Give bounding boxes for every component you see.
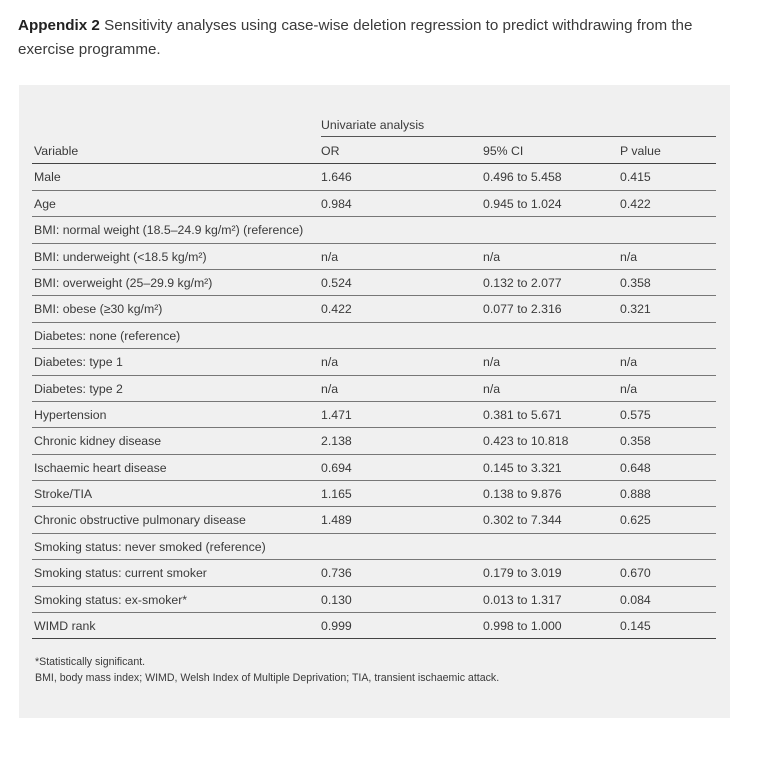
cell-variable: Age bbox=[34, 196, 56, 211]
cell-ci: 0.381 to 5.671 bbox=[483, 407, 562, 422]
header-p-value: P value bbox=[620, 144, 661, 158]
cell-p-value: n/a bbox=[620, 355, 638, 370]
cell-ci: 0.496 to 5.458 bbox=[483, 170, 562, 185]
cell-ci: 0.138 to 9.876 bbox=[483, 487, 562, 502]
cell-variable: BMI: underweight (<18.5 kg/m²) bbox=[34, 249, 207, 264]
cell-p-value: 0.321 bbox=[620, 302, 651, 317]
cell-p-value: 0.358 bbox=[620, 434, 651, 449]
cell-variable: Diabetes: type 2 bbox=[34, 381, 123, 396]
table-row bbox=[32, 349, 716, 375]
cell-p-value: 0.888 bbox=[620, 487, 651, 502]
table-row bbox=[32, 481, 716, 507]
cell-variable: Chronic kidney disease bbox=[34, 434, 162, 449]
table-row bbox=[32, 455, 716, 481]
cell-variable: BMI: overweight (25–29.9 kg/m²) bbox=[34, 275, 213, 290]
cell-or: n/a bbox=[321, 355, 339, 370]
cell-variable: Smoking status: never smoked (reference) bbox=[34, 539, 266, 554]
cell-or: 1.646 bbox=[321, 170, 352, 185]
cell-ci: 0.998 to 1.000 bbox=[483, 619, 562, 634]
footnote-abbreviations: BMI, body mass index; WIMD, Welsh Index of Multiple Deprivation; TIA, transient ischaemic attack. bbox=[35, 672, 500, 684]
cell-ci: 0.423 to 10.818 bbox=[483, 434, 569, 449]
cell-or: n/a bbox=[321, 249, 339, 264]
header-ci: 95% CI bbox=[483, 144, 524, 158]
table-row bbox=[32, 191, 716, 217]
cell-variable: Stroke/TIA bbox=[34, 487, 93, 502]
table-row bbox=[32, 587, 716, 613]
cell-ci: n/a bbox=[483, 381, 501, 396]
cell-p-value: 0.670 bbox=[620, 566, 651, 581]
table-row bbox=[32, 376, 716, 402]
cell-variable: Smoking status: current smoker bbox=[34, 566, 207, 581]
cell-p-value: 0.575 bbox=[620, 407, 651, 422]
cell-or: 0.130 bbox=[321, 592, 352, 607]
table-row bbox=[32, 507, 716, 533]
table-row bbox=[32, 560, 716, 586]
table-row bbox=[32, 613, 716, 639]
table-row bbox=[32, 270, 716, 296]
header-variable: Variable bbox=[34, 144, 79, 158]
cell-p-value: 0.145 bbox=[620, 619, 651, 634]
cell-variable: Male bbox=[34, 170, 61, 185]
caption-label: Appendix 2 bbox=[18, 17, 100, 34]
cell-ci: 0.013 to 1.317 bbox=[483, 592, 562, 607]
table-row bbox=[32, 428, 716, 454]
cell-variable: Ischaemic heart disease bbox=[34, 460, 167, 475]
cell-variable: Diabetes: type 1 bbox=[34, 355, 123, 370]
cell-or: 2.138 bbox=[321, 434, 352, 449]
cell-ci: n/a bbox=[483, 249, 501, 264]
cell-ci: 0.132 to 2.077 bbox=[483, 275, 562, 290]
cell-ci: 0.302 to 7.344 bbox=[483, 513, 562, 528]
table-row bbox=[32, 534, 716, 560]
cell-p-value: 0.625 bbox=[620, 513, 651, 528]
table-caption bbox=[18, 14, 738, 62]
cell-or: 0.736 bbox=[321, 566, 352, 581]
table-row bbox=[32, 323, 716, 349]
cell-variable: Smoking status: ex-smoker* bbox=[34, 592, 188, 607]
cell-variable: Chronic obstructive pulmonary disease bbox=[34, 513, 246, 528]
cell-or: 1.471 bbox=[321, 407, 352, 422]
cell-p-value: n/a bbox=[620, 249, 638, 264]
cell-p-value: 0.422 bbox=[620, 196, 651, 211]
cell-or: 0.694 bbox=[321, 460, 352, 475]
table-body bbox=[32, 138, 716, 639]
cell-p-value: 0.415 bbox=[620, 170, 651, 185]
caption-text: Sensitivity analyses using case-wise deletion regression to predict withdrawing from the exercise programme. bbox=[18, 17, 693, 58]
cell-or: 0.999 bbox=[321, 619, 352, 634]
cell-or: n/a bbox=[321, 381, 339, 396]
cell-p-value: 0.084 bbox=[620, 592, 651, 607]
table-footnotes bbox=[35, 654, 499, 686]
header-or: OR bbox=[321, 144, 340, 158]
cell-or: 1.489 bbox=[321, 513, 352, 528]
cell-ci: n/a bbox=[483, 355, 501, 370]
analysis-header-rule bbox=[321, 136, 716, 137]
footnote-significance: *Statistically significant. bbox=[35, 656, 146, 668]
table-row bbox=[32, 296, 716, 322]
cell-or: 0.524 bbox=[321, 275, 352, 290]
cell-variable: Hypertension bbox=[34, 407, 107, 422]
cell-p-value: n/a bbox=[620, 381, 638, 396]
cell-ci: 0.945 to 1.024 bbox=[483, 196, 562, 211]
table-row bbox=[32, 244, 716, 270]
cell-variable: BMI: normal weight (18.5–24.9 kg/m²) (reference) bbox=[34, 223, 304, 238]
cell-p-value: 0.648 bbox=[620, 460, 651, 475]
table-row bbox=[32, 164, 716, 190]
table-header-row bbox=[32, 138, 716, 164]
cell-ci: 0.077 to 2.316 bbox=[483, 302, 562, 317]
cell-variable: WIMD rank bbox=[34, 619, 96, 634]
table-row bbox=[32, 402, 716, 428]
cell-or: 0.984 bbox=[321, 196, 352, 211]
cell-ci: 0.145 to 3.321 bbox=[483, 460, 562, 475]
table-panel bbox=[19, 85, 730, 718]
analysis-title: Univariate analysis bbox=[321, 118, 425, 132]
cell-or: 0.422 bbox=[321, 302, 352, 317]
table-row bbox=[32, 217, 716, 243]
cell-variable: Diabetes: none (reference) bbox=[34, 328, 181, 343]
cell-ci: 0.179 to 3.019 bbox=[483, 566, 562, 581]
cell-variable: BMI: obese (≥30 kg/m²) bbox=[34, 302, 163, 317]
cell-p-value: 0.358 bbox=[620, 275, 651, 290]
cell-or: 1.165 bbox=[321, 487, 352, 502]
